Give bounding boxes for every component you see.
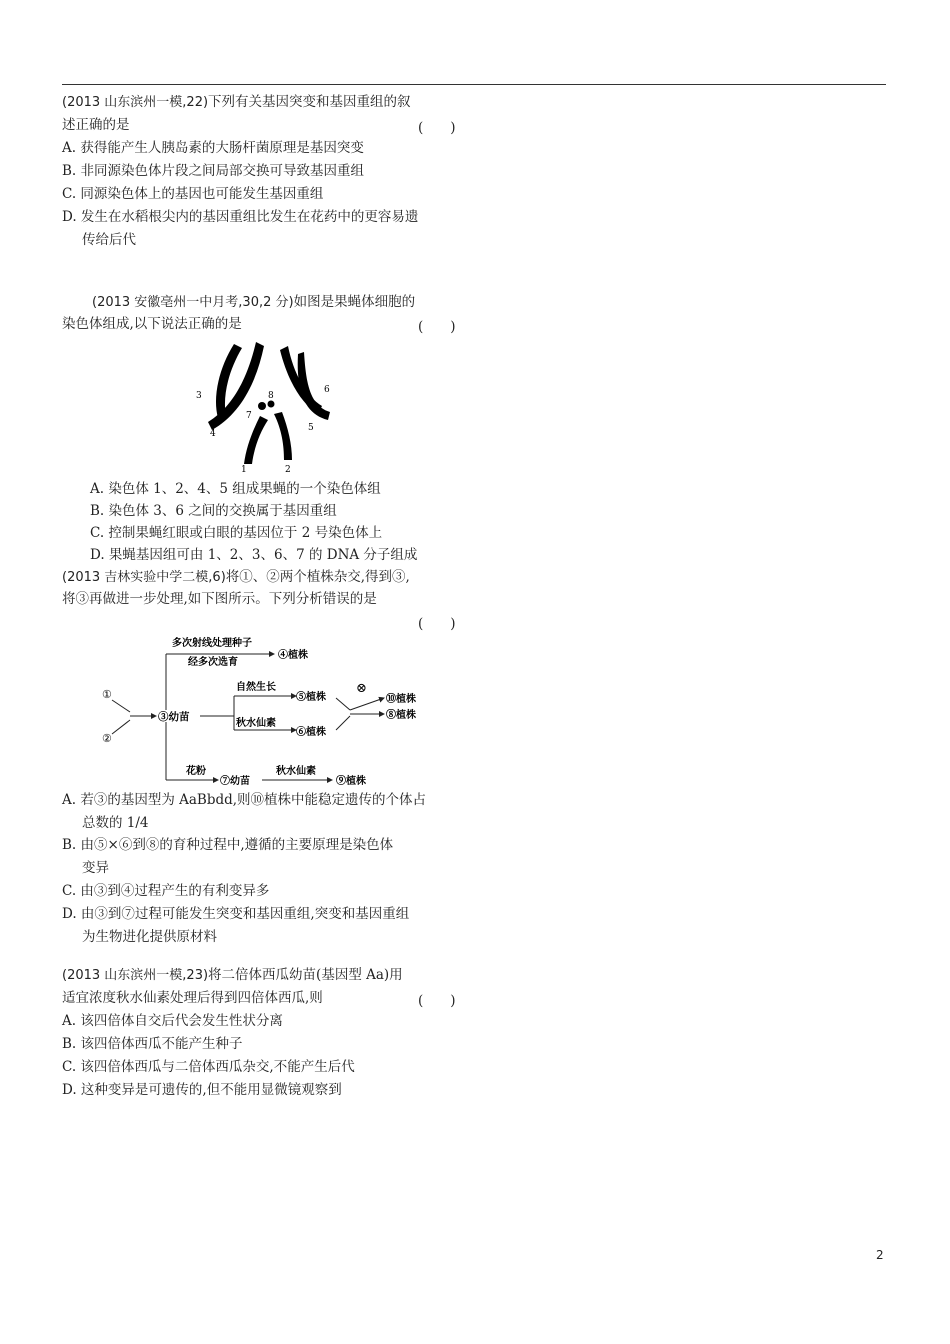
q3-answer-bracket: ( ) xyxy=(418,616,456,632)
q3-source: (2013 吉林实验中学二模,6) xyxy=(62,570,226,585)
q1-option-a: A. 获得能产生人胰岛素的大肠杆菌原理是基因突变 xyxy=(62,140,364,156)
q3-stem1: 将①、②两个植株杂交,得到③, xyxy=(225,569,410,585)
q4-option-a: A. 该四倍体自交后代会发生性状分离 xyxy=(62,1013,283,1029)
q4-answer-bracket: ( ) xyxy=(418,993,456,1009)
node-2: ② xyxy=(102,732,112,745)
chromosome-label-1: 1 xyxy=(241,465,247,475)
chromosome-label-6: 6 xyxy=(324,385,330,395)
q4-stem2: 适宜浓度秋水仙素处理后得到四倍体西瓜,则 xyxy=(62,990,323,1006)
q1-option-d-cont: 传给后代 xyxy=(82,232,136,248)
node-10-plant: ⑩植株 xyxy=(386,694,416,705)
q4-option-b: B. 该四倍体西瓜不能产生种子 xyxy=(62,1036,243,1052)
q4-option-d: D. 这种变异是可遗传的,但不能用显微镜观察到 xyxy=(62,1082,342,1098)
chromosome-label-4: 4 xyxy=(210,429,216,439)
q3-option-c: C. 由③到④过程产生的有利变异多 xyxy=(62,883,270,899)
node-5-plant: ⑤植株 xyxy=(296,692,326,703)
q1-source: (2013 山东滨州一模,22) xyxy=(62,95,209,110)
q3-option-b-cont: 变异 xyxy=(82,860,109,876)
q1-answer-bracket: ( ) xyxy=(418,120,456,136)
q3-option-b: B. 由⑤×⑥到⑧的育种过程中,遵循的主要原理是染色体 xyxy=(62,837,394,853)
q1-stem2: 述正确的是 xyxy=(62,117,130,133)
q2-answer-bracket: ( ) xyxy=(418,319,456,335)
label-irradiation: 多次射线处理种子 xyxy=(172,638,252,649)
q2-stem-line1 xyxy=(92,293,415,312)
q2-option-c: C. 控制果蝇红眼或白眼的基因位于 2 号染色体上 xyxy=(90,525,383,541)
chromosome-1 xyxy=(244,416,268,464)
chromosome-label-5: 5 xyxy=(308,423,314,433)
chromosome-label-2: 2 xyxy=(285,465,291,475)
label-colchicine-bottom: 秋水仙素 xyxy=(276,766,316,777)
header-rule xyxy=(62,84,886,85)
chromosome-7 xyxy=(258,402,266,410)
chromosome-figure xyxy=(190,336,340,476)
node-8-plant: ⑧植株 xyxy=(386,710,416,721)
q4-option-c: C. 该四倍体西瓜与二倍体西瓜杂交,不能产生后代 xyxy=(62,1059,355,1075)
q3-option-d-cont: 为生物进化提供原材料 xyxy=(82,929,217,945)
q2-stem1: 如图是果蝇体细胞的 xyxy=(293,294,416,310)
q3-stem2: 将③再做进一步处理,如下图所示。下列分析错误的是 xyxy=(62,591,377,607)
chromosome-label-8: 8 xyxy=(268,391,274,401)
node-4-plant: ④植株 xyxy=(278,650,308,661)
q3-option-d: D. 由③到⑦过程可能发生突变和基因重组,突变和基因重组 xyxy=(62,906,410,922)
label-colchicine-mid: 秋水仙素 xyxy=(236,718,276,729)
q1-option-c: C. 同源染色体上的基因也可能发生基因重组 xyxy=(62,186,324,202)
chromosome-8 xyxy=(268,401,275,408)
node-3-seedling: ③幼苗 xyxy=(158,711,190,723)
label-pollen: 花粉 xyxy=(186,766,206,777)
chromosome-label-3: 3 xyxy=(196,391,202,401)
q2-option-d: D. 果蝇基因组可由 1、2、3、6、7 的 DNA 分子组成 xyxy=(90,547,418,563)
q1-option-b: B. 非同源染色体片段之间局部交换可导致基因重组 xyxy=(62,163,365,179)
breeding-diagram xyxy=(96,632,436,792)
q1-stem-line1 xyxy=(62,93,411,112)
q4-stem-line1 xyxy=(62,966,403,985)
label-selection: 经多次选育 xyxy=(188,657,238,668)
node-6-plant: ⑥植株 xyxy=(296,727,326,738)
q3-option-a: A. 若③的基因型为 AaBbdd,则⑩植株中能稳定遗传的个体占 xyxy=(62,792,427,808)
q2-source: (2013 安徽亳州一中月考,30,2 分) xyxy=(92,295,294,310)
q4-source: (2013 山东滨州一模,23) xyxy=(62,968,209,983)
q3-option-a-cont: 总数的 1/4 xyxy=(82,815,149,831)
chromosome-2 xyxy=(274,412,292,460)
page-number: 2 xyxy=(876,1248,884,1262)
q4-stem1: 将二倍体西瓜幼苗(基因型 Aa)用 xyxy=(208,967,403,983)
node-7-seedling: ⑦幼苗 xyxy=(220,776,250,787)
node-1: ① xyxy=(102,688,112,701)
selfing-symbol: ⊗ xyxy=(356,681,367,696)
label-natural-growth: 自然生长 xyxy=(236,682,276,693)
q3-stem-line1 xyxy=(62,568,410,587)
q1-stem1: 下列有关基因突变和基因重组的叙 xyxy=(208,94,411,110)
chromosome-label-7: 7 xyxy=(246,411,252,421)
node-9-plant: ⑨植株 xyxy=(336,776,366,787)
q2-option-a: A. 染色体 1、2、4、5 组成果蝇的一个染色体组 xyxy=(90,481,381,497)
q1-option-d: D. 发生在水稻根尖内的基因重组比发生在花药中的更容易遗 xyxy=(62,209,419,225)
q2-option-b: B. 染色体 3、6 之间的交换属于基因重组 xyxy=(90,503,337,519)
q2-stem2: 染色体组成,以下说法正确的是 xyxy=(62,316,242,332)
